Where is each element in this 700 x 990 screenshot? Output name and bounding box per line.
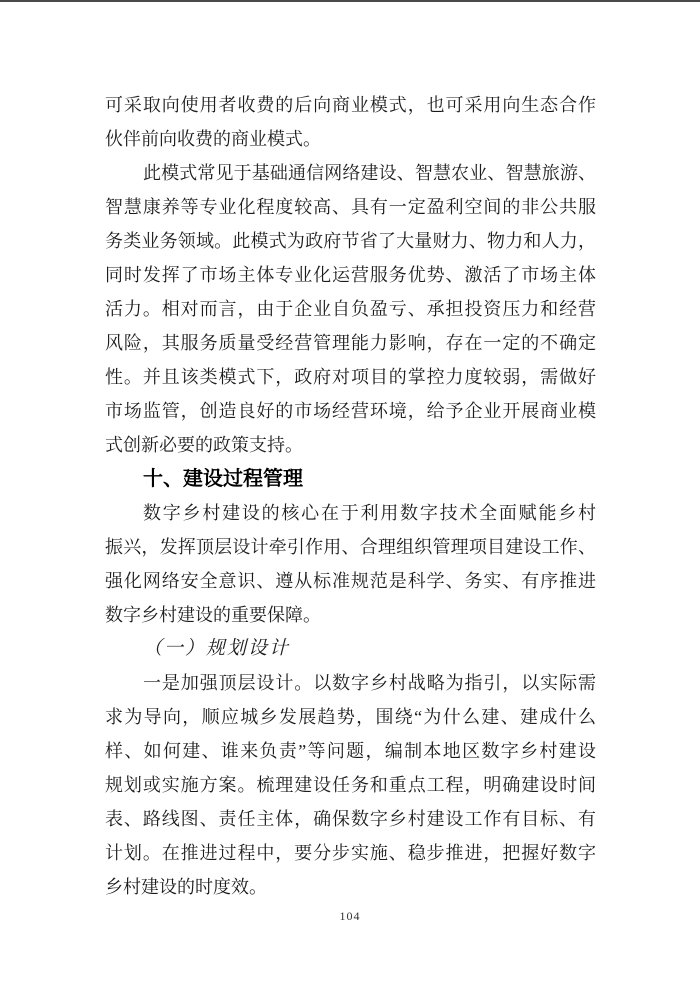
text-line: 求为导向，顺应城乡发展趋势，围绕“为什么建、建成什么 (105, 707, 596, 727)
text-line: 乡村建设的时度效。 (105, 877, 267, 897)
text-line: 数字乡村建设的核心在于利用数字技术全面赋能乡村 (143, 503, 596, 523)
text-line: 务类业务领域。此模式为政府节省了大量财力、物力和人力， (105, 231, 596, 251)
text-line: 一是加强顶层设计。以数字乡村战略为指引，以实际需 (143, 673, 596, 693)
text-line: 样、如何建、谁来负责”等问题，编制本地区数字乡村建设 (105, 741, 596, 761)
text-line: 智慧康养等专业化程度较高、具有一定盈利空间的非公共服 (105, 197, 596, 217)
page-number: 104 (339, 909, 361, 923)
text-line: 此模式常见于基础通信网络建设、智慧农业、智慧旅游、 (143, 163, 596, 183)
text-line: 性。并且该类模式下，政府对项目的掌控力度较弱，需做好 (105, 367, 596, 387)
text-line: 计划。在推进过程中，要分步实施、稳步推进，把握好数字 (105, 843, 596, 863)
text-line: 市场监管，创造良好的市场经营环境，给予企业开展商业模 (105, 401, 596, 421)
text-line: 数字乡村建设的重要保障。 (105, 605, 321, 625)
text-line: 伙伴前向收费的商业模式。 (105, 129, 321, 149)
text-line: 风险，其服务质量受经营管理能力影响，存在一定的不确定 (105, 333, 596, 353)
text-line: 振兴，发挥顶层设计牵引作用、合理组织管理项目建设工作、 (105, 537, 596, 557)
page-top-edge (0, 0, 700, 2)
document-body (105, 88, 596, 904)
text-line: 规划或实施方案。梳理建设任务和重点工程，明确建设时间 (105, 775, 596, 795)
text-line: 可采取向使用者收费的后向商业模式，也可采用向生态合作 (105, 95, 596, 115)
text-line: 活力。相对而言，由于企业自负盈亏、承担投资压力和经营 (105, 299, 596, 319)
text-line: 强化网络安全意识、遵从标准规范是科学、务实、有序推进 (105, 571, 596, 591)
text-line: 同时发挥了市场主体专业化运营服务优势、激活了市场主体 (105, 265, 596, 285)
subsection-heading: （一）规划设计 (143, 638, 291, 659)
text-line: 式创新必要的政策支持。 (105, 435, 303, 455)
text-line: 表、路线图、责任主体，确保数字乡村建设工作有目标、有 (105, 809, 596, 829)
section-heading: 十、建设过程管理 (143, 468, 303, 490)
